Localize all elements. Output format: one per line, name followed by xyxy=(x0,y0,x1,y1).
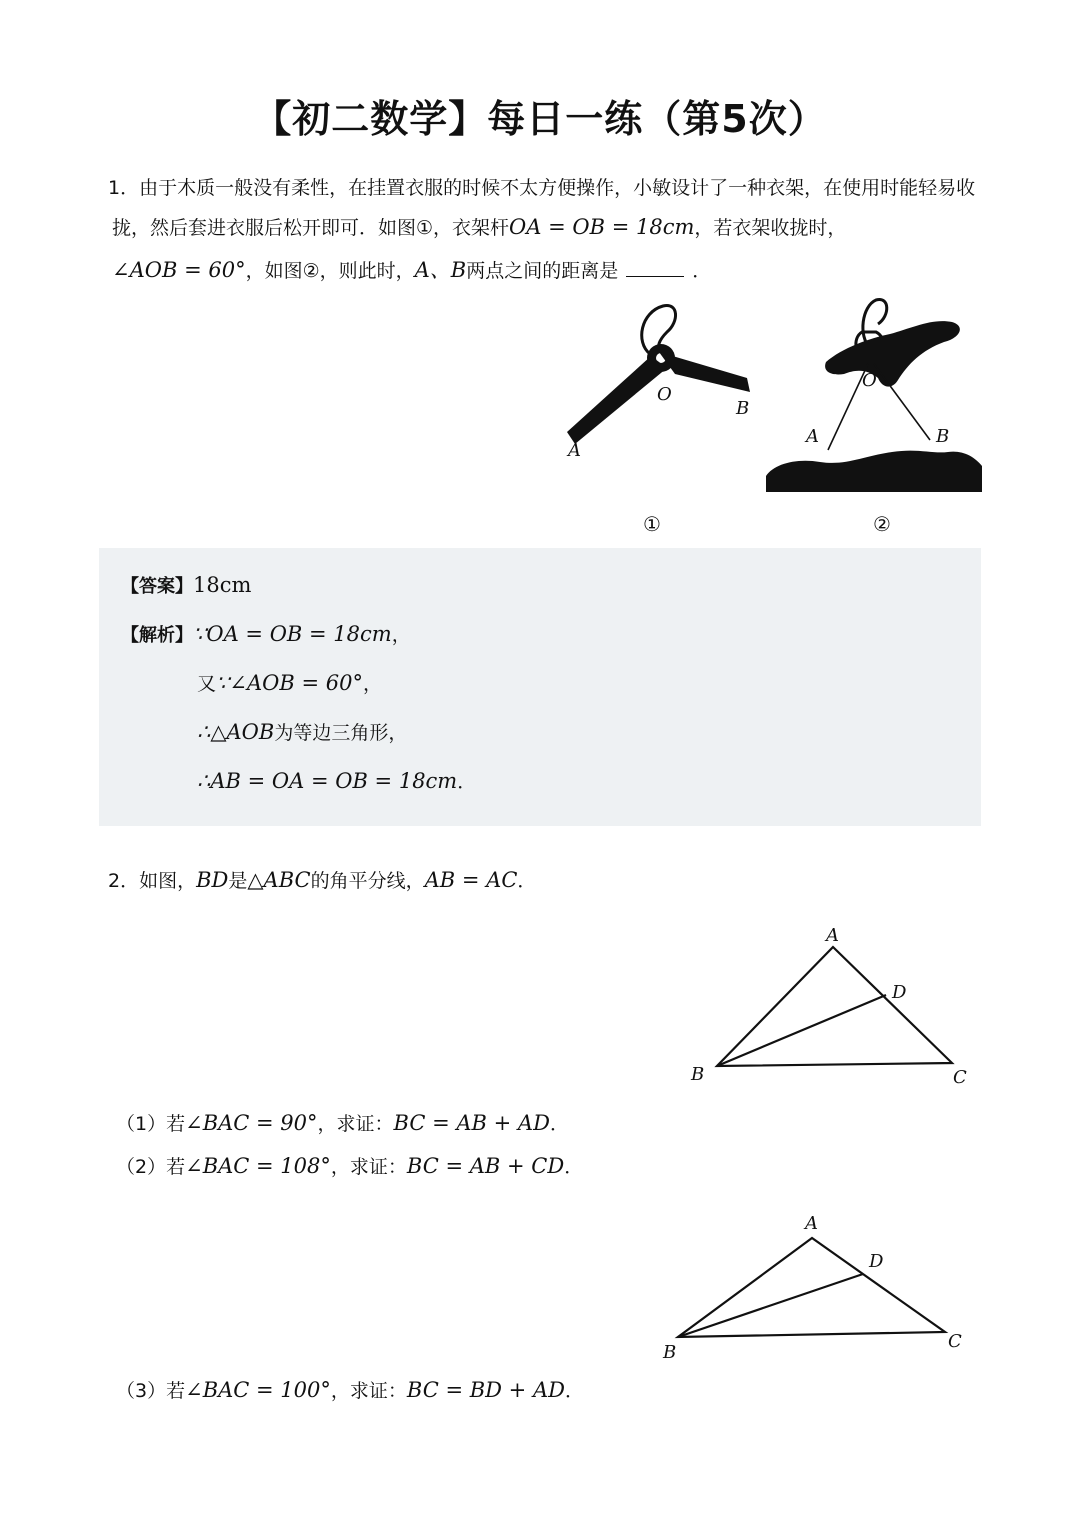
q2-math-abc: △ABC xyxy=(247,868,311,892)
analysis-step-1-math: ∵OA = OB = 18cm xyxy=(193,622,392,646)
tri2-label-d: D xyxy=(869,1251,884,1272)
answer-line xyxy=(121,571,251,601)
analysis-step-2-math: ∵∠AOB = 60° xyxy=(216,671,363,695)
bisector-bd-2 xyxy=(678,1274,863,1337)
q2-part-3 xyxy=(116,1376,584,1405)
page-title: 【初二数学】每日一练（第5次） xyxy=(253,97,827,141)
q2-p2-math-claim: BC = AB + CD xyxy=(406,1154,565,1178)
answer-box xyxy=(99,548,981,826)
clothing-silhouette xyxy=(766,451,982,492)
q2-part-2 xyxy=(116,1152,583,1181)
q1-line-1 xyxy=(108,174,975,202)
q1-text-2b: ，若衣架收拢时， xyxy=(694,217,847,239)
q2-text-c: 的角平分线， xyxy=(310,870,425,892)
fig2-side-ob xyxy=(874,364,930,440)
triangle-figure-1 xyxy=(685,920,985,1095)
triangle-abc-2 xyxy=(678,1238,945,1337)
fig1-label-b: B xyxy=(736,398,750,419)
fig2-label-o: O xyxy=(862,370,877,391)
q1-line-3 xyxy=(112,256,711,285)
analysis-line-3 xyxy=(197,718,407,747)
q2-p1-end: ． xyxy=(549,1113,569,1135)
answer-blank xyxy=(626,275,684,277)
tri1-label-a: A xyxy=(826,925,839,946)
hanger-arm-ob xyxy=(659,352,750,392)
q2-text-a: 2．如图， xyxy=(108,870,197,892)
fig1-label-o: O xyxy=(657,384,672,405)
fig2-label-a: A xyxy=(806,426,819,447)
analysis-step-4-end: ． xyxy=(457,771,477,793)
q2-p3-math-angle: ∠BAC = 100° xyxy=(185,1378,331,1402)
q2-p1-math-claim: BC = AB + AD xyxy=(393,1111,550,1135)
q1-text-1: 1．由于木质一般没有柔性，在挂置衣服的时候不太方便操作，小敏设计了一种衣架，在使用时能轻易收 xyxy=(108,177,976,199)
tri1-label-b: B xyxy=(691,1064,705,1085)
q2-text-b: 是 xyxy=(228,870,248,892)
fig1-caption: ① xyxy=(643,512,661,536)
analysis-line-2 xyxy=(197,669,382,698)
q1-math-oa-ob: OA = OB = 18cm xyxy=(509,215,695,239)
answer-value: 18cm xyxy=(193,573,252,597)
tri2-label-a: A xyxy=(805,1213,818,1234)
q2-p2-text-a: （2）若 xyxy=(116,1156,186,1178)
analysis-step-1-end: ， xyxy=(391,624,411,646)
q2-p3-end: ． xyxy=(564,1380,584,1402)
triangle-abc-1 xyxy=(717,947,952,1066)
q1-line-2 xyxy=(112,213,846,242)
tri2-label-c: C xyxy=(948,1331,962,1352)
analysis-step-3-math: ∴△AOB xyxy=(197,720,275,744)
analysis-step-4-math: ∴AB = OA = OB = 18cm xyxy=(197,769,458,793)
hanger-closed-figure xyxy=(762,292,984,497)
q2-p2-end: ． xyxy=(564,1156,584,1178)
tri2-label-b: B xyxy=(663,1342,677,1363)
hand-silhouette xyxy=(825,321,960,386)
analysis-tag: 【解析】 xyxy=(121,625,193,646)
q2-p1-math-angle: ∠BAC = 90° xyxy=(185,1111,318,1135)
analysis-line-1 xyxy=(121,620,411,650)
q1-text-3b: 两点之间的距离是 xyxy=(466,260,619,282)
q1-text-2a: 拢，然后套进衣服后松开即可．如图①，衣架杆 xyxy=(112,217,510,239)
bisector-bd-1 xyxy=(717,995,886,1066)
q2-part-1 xyxy=(116,1109,569,1138)
q2-p3-text-b: ，求证： xyxy=(330,1380,407,1402)
q1-math-ab: A、B xyxy=(414,258,467,282)
fig2-label-b: B xyxy=(936,426,950,447)
answer-tag: 【答案】 xyxy=(121,576,193,597)
q2-p3-text-a: （3）若 xyxy=(116,1380,186,1402)
analysis-step-3-text: 为等边三角形， xyxy=(274,722,408,744)
triangle-figure-2 xyxy=(655,1206,980,1366)
q1-text-3a: ，如图②，则此时， xyxy=(245,260,415,282)
hanger-open-figure xyxy=(555,292,765,467)
q2-text-end: ． xyxy=(517,870,537,892)
q2-p2-math-angle: ∠BAC = 108° xyxy=(185,1154,331,1178)
q2-p2-text-b: ，求证： xyxy=(330,1156,407,1178)
hanger-arm-oa xyxy=(567,356,667,444)
q2-intro xyxy=(108,866,536,895)
tri1-label-c: C xyxy=(953,1067,967,1088)
analysis-step-2-end: ， xyxy=(362,673,382,695)
q2-p1-text-a: （1）若 xyxy=(116,1113,186,1135)
fig1-label-a: A xyxy=(568,440,581,461)
q1-math-angle: ∠AOB = 60° xyxy=(112,258,246,282)
analysis-line-4 xyxy=(197,767,476,796)
q2-p3-math-claim: BC = BD + AD xyxy=(406,1378,565,1402)
q2-math-ab-ac: AB = AC xyxy=(424,868,518,892)
q2-math-bd: BD xyxy=(196,868,229,892)
q1-text-end: ． xyxy=(692,260,712,282)
tri1-label-d: D xyxy=(892,982,907,1003)
fig2-caption: ② xyxy=(873,512,891,536)
analysis-step-2-text: 又 xyxy=(197,673,217,695)
q2-p1-text-b: ，求证： xyxy=(317,1113,394,1135)
